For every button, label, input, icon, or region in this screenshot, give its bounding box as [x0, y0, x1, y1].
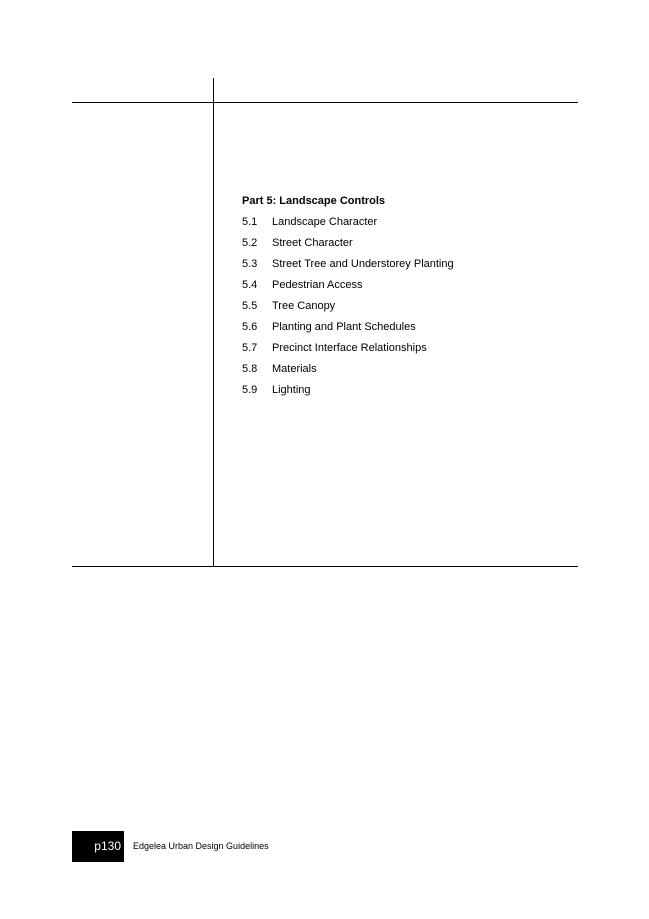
toc-number: 5.4	[242, 279, 258, 291]
toc-number: 5.7	[242, 342, 258, 354]
toc-item-5-3	[242, 256, 454, 277]
toc-item-5-1	[242, 214, 454, 235]
section-title: Part 5: Landscape Controls	[242, 195, 386, 207]
toc-number: 5.1	[242, 216, 258, 228]
section-contents	[242, 193, 454, 403]
toc-number: 5.9	[242, 384, 258, 396]
toc-label: Street Character	[272, 237, 353, 249]
toc-item-5-4	[242, 277, 454, 298]
toc-item-5-7	[242, 340, 454, 361]
bottom-rule	[72, 566, 578, 567]
toc-number: 5.5	[242, 300, 258, 312]
toc-label: Materials	[272, 363, 317, 375]
toc-item-5-9	[242, 382, 454, 403]
toc-label: Lighting	[272, 384, 311, 396]
toc-item-5-6	[242, 319, 454, 340]
toc-number: 5.6	[242, 321, 258, 333]
toc-item-5-5	[242, 298, 454, 319]
toc-label: Landscape Character	[272, 216, 378, 228]
toc-number: 5.2	[242, 237, 258, 249]
toc-label: Street Tree and Understorey Planting	[272, 258, 454, 270]
top-rule	[72, 102, 578, 103]
toc-item-5-2	[242, 235, 454, 256]
document-title: Edgelea Urban Design Guidelines	[133, 841, 269, 851]
toc-number: 5.3	[242, 258, 258, 270]
toc-label: Tree Canopy	[272, 300, 336, 312]
column-divider	[213, 78, 214, 566]
toc-item-5-8	[242, 361, 454, 382]
toc-label: Precinct Interface Relationships	[272, 342, 427, 354]
toc-label: Pedestrian Access	[272, 279, 363, 291]
toc-number: 5.8	[242, 363, 258, 375]
toc-label: Planting and Plant Schedules	[272, 321, 416, 333]
toc-list	[242, 214, 454, 403]
page-number-badge: p130	[72, 831, 124, 862]
